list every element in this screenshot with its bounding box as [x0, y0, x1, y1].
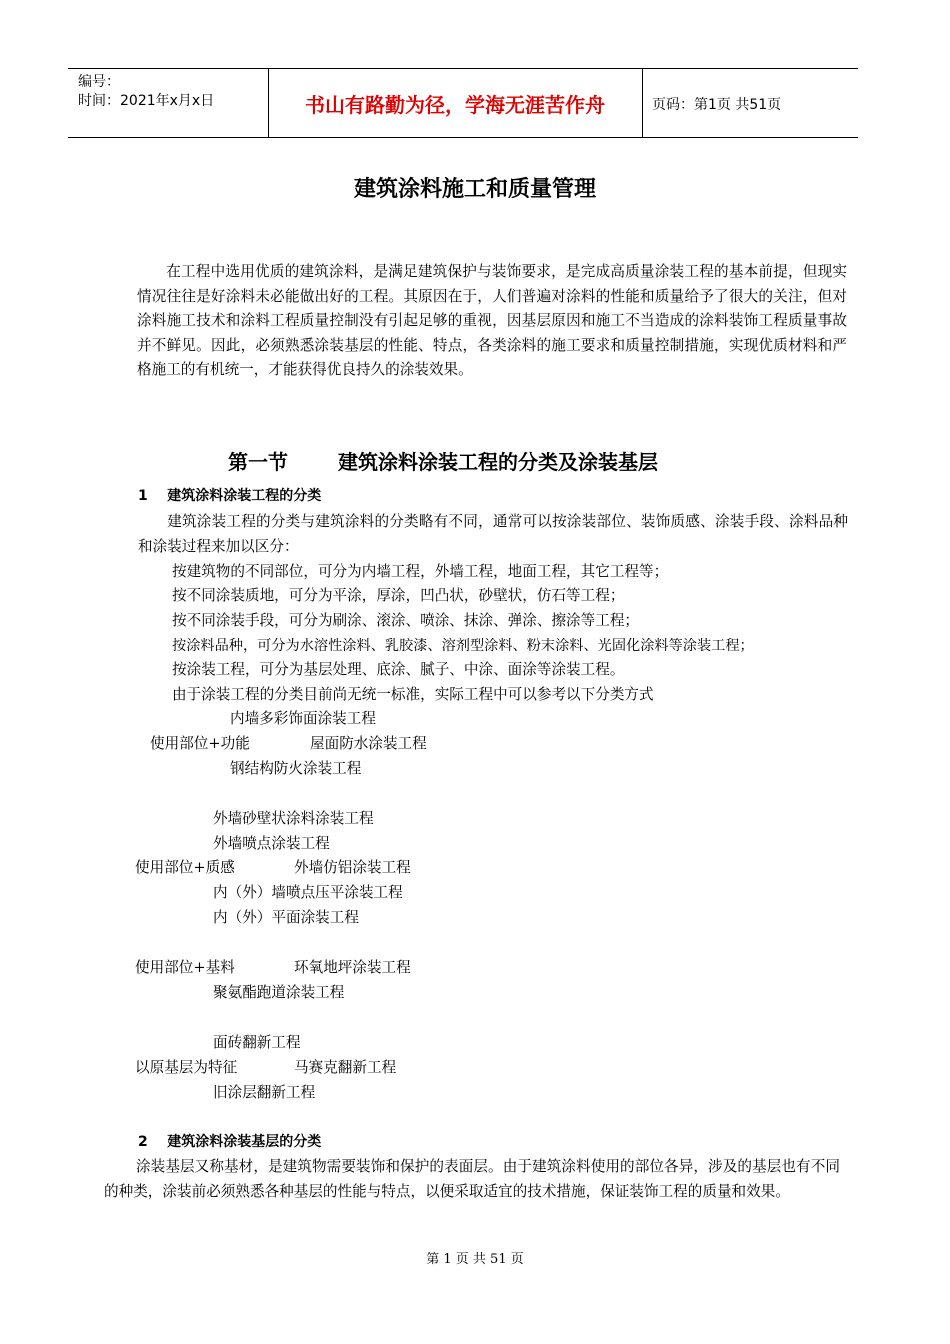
group-label: 以原基层为特征	[135, 1059, 238, 1076]
group-item: 外墙砂壁状涂料涂装工程	[213, 810, 374, 827]
group-item: 外墙仿铝涂装工程	[294, 859, 411, 876]
sub1-intro: 建筑涂装工程的分类与建筑涂料的分类略有不同，通常可以按涂装部位、装饰质感、涂装手段、涂料品种和涂装过程来加以区分：	[138, 513, 848, 555]
subheading-2	[138, 1132, 321, 1152]
subheading-number: 2	[138, 1134, 148, 1150]
document-title: 建筑涂料施工和质量管理	[353, 177, 596, 202]
intro-paragraph: 在工程中选用优质的建筑涂料，是满足建筑保护与装饰要求，是完成高质量涂装工程的基本前提，但现实情况往往是好涂料未必能做出好的工程。其原因在于，人们普遍对涂料的性能和质量给予了很大的关注，但对涂料施工技术和涂料工程质量控制没有引起足够的重视，因基层原因和施工不当造成的涂料装饰工程质量事故并不鲜见。因此，必须熟悉涂装基层的性能、特点，各类涂料的施工要求和质量控制措施，实现优质材料和严格施工的有机统一，才能获得优良持久的涂装效果。	[137, 263, 847, 378]
group-item: 内（外）平面涂装工程	[213, 909, 359, 926]
list-item: 按建筑物的不同部位，可分为内墙工程，外墙工程，地面工程，其它工程等；	[172, 563, 669, 580]
subheading-number: 1	[138, 488, 148, 504]
group-label: 使用部位+功能	[150, 735, 250, 752]
group-item: 外墙喷点涂装工程	[213, 835, 330, 852]
header-meta	[78, 73, 214, 111]
group-item: 马赛克翻新工程	[294, 1059, 397, 1076]
section-heading	[228, 446, 658, 475]
time-label: 时间：2021年x月x日	[78, 93, 215, 109]
group-item: 面砖翻新工程	[213, 1034, 301, 1051]
header-divider	[642, 69, 643, 137]
list-item: 按涂料品种，可分为水溶性涂料、乳胶漆、溶剂型涂料、粉末涂料、光固化涂料等涂装工程；	[172, 638, 754, 654]
section-title: 建筑涂料涂装工程的分类及涂装基层	[338, 450, 658, 474]
page-footer: 第 1 页 共 51 页	[426, 1252, 524, 1267]
section-label: 第一节	[228, 450, 288, 474]
number-label: 编号：	[78, 74, 120, 90]
group-item: 内（外）墙喷点压平涂装工程	[213, 884, 403, 901]
group-item: 环氧地坪涂装工程	[294, 959, 411, 976]
group-label: 使用部位+基料	[135, 959, 235, 976]
header-motto: 书山有路勤为径，学海无涯苦作舟	[305, 92, 605, 117]
list-item: 按不同涂装质地，可分为平涂，厚涂，凹凸状，砂壁状，仿石等工程；	[172, 587, 625, 604]
group-item: 旧涂层翻新工程	[213, 1084, 316, 1101]
group-item: 内墙多彩饰面涂装工程	[230, 710, 376, 727]
group-item: 聚氨酯跑道涂装工程	[213, 984, 345, 1001]
group-item: 钢结构防火涂装工程	[230, 760, 362, 777]
header-table	[68, 68, 858, 138]
subheading-title: 建筑涂料涂装基层的分类	[167, 1134, 322, 1150]
header-page-info: 页码：第1页 共51页	[652, 97, 782, 113]
group-item: 屋面防水涂装工程	[310, 735, 427, 752]
list-item: 按不同涂装手段，可分为刷涂、滚涂、喷涂、抹涂、弹涂、擦涂等工程；	[172, 612, 640, 629]
group-label: 使用部位+质感	[135, 859, 235, 876]
subheading-title: 建筑涂料涂装工程的分类	[167, 488, 322, 504]
sub2-paragraph: 涂装基层又称基材，是建筑物需要装饰和保护的表面层。由于建筑涂料使用的部位各异，涉及的基层也有不同的种类，涂装前必须熟悉各种基层的性能与特点，以便采取适宜的技术措施，保证装饰工程的质量和效果。	[104, 1158, 840, 1200]
list-item: 按涂装工程，可分为基层处理、底涂、腻子、中涂、面涂等涂装工程。	[172, 661, 625, 678]
list-item: 由于涂装工程的分类目前尚无统一标准，实际工程中可以参考以下分类方式	[172, 686, 654, 703]
subheading-1	[138, 486, 321, 506]
